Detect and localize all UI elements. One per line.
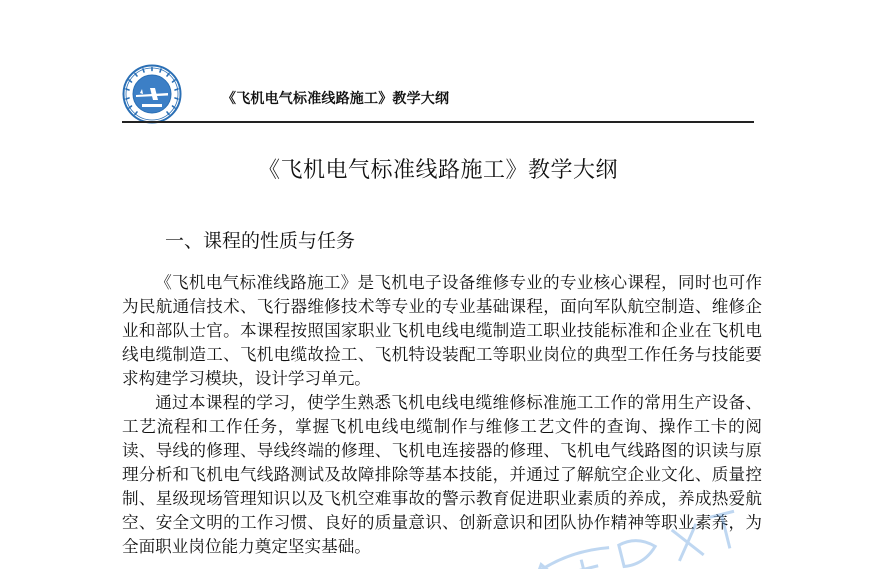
university-seal-airplane-icon xyxy=(122,64,182,124)
header-divider xyxy=(122,121,754,123)
header-title: 《飞机电气标准线路施工》教学大纲 xyxy=(222,91,450,107)
paragraph: 通过本课程的学习，使学生熟悉飞机电线电缆维修标准施工工作的常用生产设备、工艺流程和工作任务，掌握飞机电线电缆制作与维修工艺文件的查询、操作工卡的阅读、导线的修理、导线终端的修理、飞机电连接器的修理、飞机电气线路图的识读与原理分析和飞机电气线路测试及故障排除等基本技能，并通过了解航空企业文化、质量控制、星级现场管理知识以及飞机空难事故的警示教育促进职业素质的养成，养成热爱航空、安全文明的工作习惯、良好的质量意识、创新意识和团队协作精神等职业素养，为全面职业岗位能力奠定坚实基础。 xyxy=(122,393,762,556)
section-heading: 一、课程的性质与任务 xyxy=(165,230,356,252)
paragraph: 《飞机电气标准线路施工》是飞机电子设备维修专业的专业核心课程，同时也可作为民航通信技术、飞行器维修技术等专业的专业基础课程，面向军队航空制造、维修企业和部队士官。本课程按照国家职业飞机电线电缆制造工职业技能标准和企业在飞机电线电缆制造工、飞机电缆故捡工、飞机特设装配工等职业岗位的典型工作任务与技能要求构建学习模块，设计学习单元。 xyxy=(122,273,762,388)
page-header xyxy=(122,62,754,122)
body-text xyxy=(122,271,762,559)
document-title: 《飞机电气标准线路施工》教学大纲 xyxy=(257,158,618,183)
